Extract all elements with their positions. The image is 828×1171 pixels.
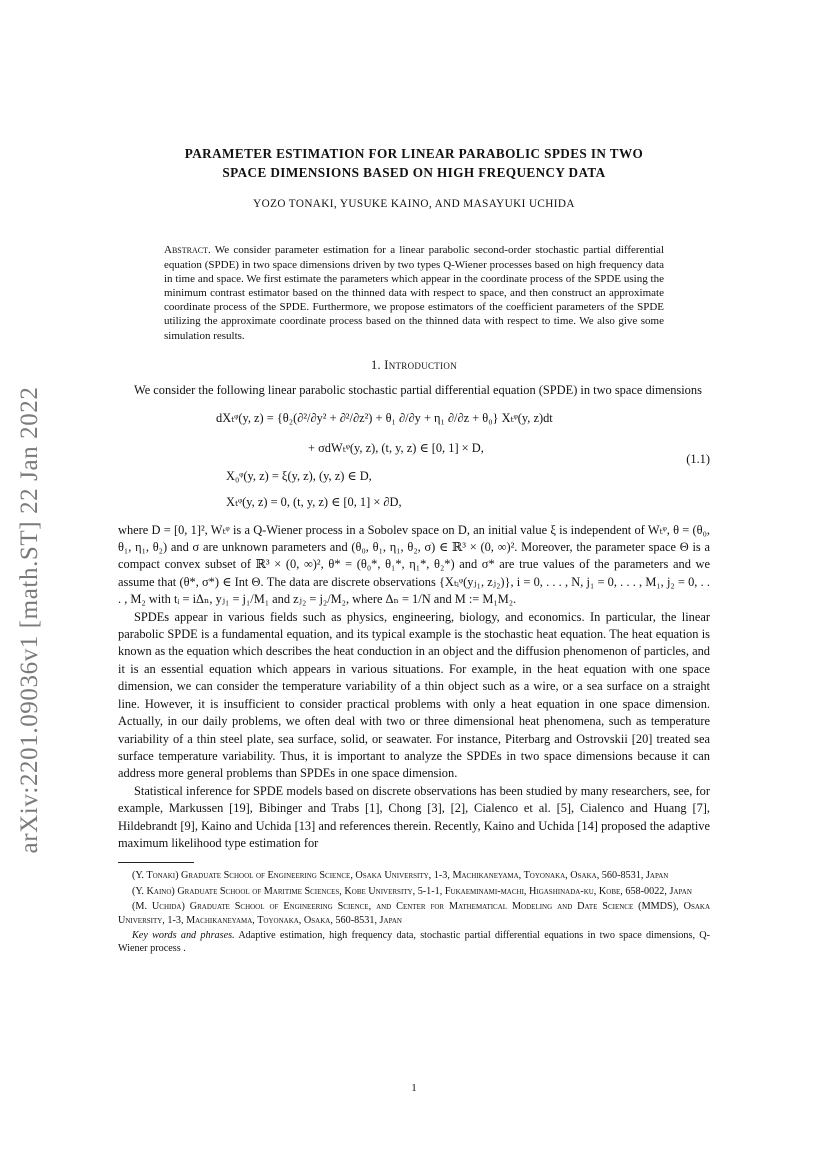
keywords-text: Adaptive estimation, high frequency data, stochastic partial differential equations in two space dimensions, Q-Wiener process . <box>118 929 710 955</box>
paper-page <box>118 140 710 958</box>
section-heading-introduction: 1. Introduction <box>370 357 457 372</box>
paragraph-where: where D = [0, 1]², Wₜᵠ is a Q-Wiener process in a Sobolev space on D, an initial value ξ is independent of Wₜᵠ, θ = (θ₀, θ₁, η₁, θ₂) and σ are unknown parameters and (θ₀, θ₁, η₁, θ₂, σ) ∈ ℝ³ × (0, ∞)². Moreover, the parameter space Θ is a compact convex subset of ℝ³ × (0, ∞)², θ* = (θ₀*, θ₁*, η₁*, θ₂*) and σ* are true values of the parameters and we assume that (θ*, σ*) ∈ Int Θ. The data are discrete observations {Xₜᵢᵠ(yⱼ₁, zⱼ₂)}, i = 0, . . . , N, j₁ = 0, . . . , M₁, j₂ = 0, . . . , M₂ with tᵢ = iΔₙ, yⱼ₁ = j₁/M₁ and zⱼ₂ = j₂/M₂, where Δₙ = 1/N and M := M₁M₂. <box>118 522 710 607</box>
arxiv-identifier-text: arXiv:2201.09036v1 [math.ST] 22 Jan 2022 <box>16 386 43 854</box>
footnote-uchida: (M. Uchida) Graduate School of Engineering Science, and Center for Mathematical Modeling and Date Science (MMDS), Osaka University, 1-3, Machikaneyama, Toyonaka, Osaka, 560-8531, Japan <box>118 901 710 926</box>
title-line-1: PARAMETER ESTIMATION FOR LINEAR PARABOLIC SPDES IN TWO <box>184 146 644 161</box>
footnotes <box>118 869 710 955</box>
title-line-2: SPACE DIMENSIONS BASED ON HIGH FREQUENCY DATA <box>222 165 606 180</box>
intro-lead-paragraph: We consider the following linear parabolic stochastic partial differential equation (SPDE) in two space dimensions <box>134 383 702 398</box>
equation-line-2: + σdWₜᵠ(y, z), (t, y, z) ∈ [0, 1] × D, <box>308 440 484 455</box>
abstract-label: Abstract. <box>164 244 211 257</box>
abstract <box>164 243 664 342</box>
paragraph-statistical-inference: Statistical inference for SPDE models based on discrete observations has been studied by many researchers, see, for example, Markussen [19], Bibinger and Trabs [1], Chong [3], [2], Cialenco et al. [5], Cialenco and Huang [7], Hildebrandt [9], Kaino and Uchida [13] and references therein. Recently, Kaino and Uchida [14] proposed the adaptive maximum likelihood type estimation for <box>118 783 710 850</box>
equation-number: (1.1) <box>686 451 710 466</box>
equation-line-1: dXₜᵠ(y, z) = {θ₂(∂²/∂y² + ∂²/∂z²) + θ₁ ∂/∂y + η₁ ∂/∂z + θ₀} Xₜᵠ(y, z)dt <box>216 410 553 425</box>
page-number: 1 <box>411 1082 417 1094</box>
keywords-label: Key words and phrases. <box>132 929 235 941</box>
equation-line-3: X₀ᵠ(y, z) = ξ(y, z), (y, z) ∈ D, <box>226 468 372 483</box>
footnote-tonaki: (Y. Tonaki) Graduate School of Engineering Science, Osaka University, 1-3, Machikaneyama, Toyonaka, Osaka, 560-8531, Japan <box>132 870 669 882</box>
footnote-divider <box>118 862 194 863</box>
paper-title <box>118 144 710 182</box>
arxiv-identifier <box>12 360 48 880</box>
footnote-kaino: (Y. Kaino) Graduate School of Maritime Sciences, Kobe University, 5-1-1, Fukaeminami-machi, Higashinada-ku, Kobe, 658-0022, Japan <box>132 885 692 897</box>
equation-1-1 <box>118 404 710 520</box>
equation-line-4: Xₜᵠ(y, z) = 0, (t, y, z) ∈ [0, 1] × ∂D, <box>226 494 402 509</box>
abstract-text: We consider parameter estimation for a linear parabolic second-order stochastic partial differential equation (SPDE) in two space dimensions driven by two types Q-Wiener processes based on high frequency data in time and space. We first estimate the parameters which appear in the coordinate process of the SPDE using the minimum contrast estimator based on the thinned data with respect to space, and then construct an approximate coordinate process of the SPDE. Furthermore, we propose estimators of the coefficient parameters of the SPDE utilizing the approximate coordinate process based on the thinned data with respect to time. We also give some simulation results. <box>164 244 664 342</box>
paragraph-spdes: SPDEs appear in various fields such as physics, engineering, biology, and economics. In particular, the linear parabolic SPDE is a fundamental equation, and its typical example is the stochastic heat equation. The heat equation is known as the equation which describes the heat conduction in an object and the diffusion phenomenon of particles, and it is an essential equation which appears in various situations. For example, in the heat equation with one space dimension, we can consider the temperature variability of a thin object such as a wire, or a sea surface on a straight line. However, it is insufficient to consider practical problems with only a heat equation in one space dimension. Actually, in our daily problems, we often deal with two or three dimensional heat phenomena, such as temperature variability of a thin steel plate, sea surface, solid, or seawater. For instance, Piterbarg and Ostrovskii [20] treated sea surface temperature variability. Thus, it is important to analyze the SPDEs in two space dimensions because it can address more general problems than SPDEs in one space dimension. <box>118 609 710 781</box>
author-list: YOZO TONAKI, YUSUKE KAINO, AND MASAYUKI UCHIDA <box>253 198 575 210</box>
keywords <box>118 929 710 956</box>
